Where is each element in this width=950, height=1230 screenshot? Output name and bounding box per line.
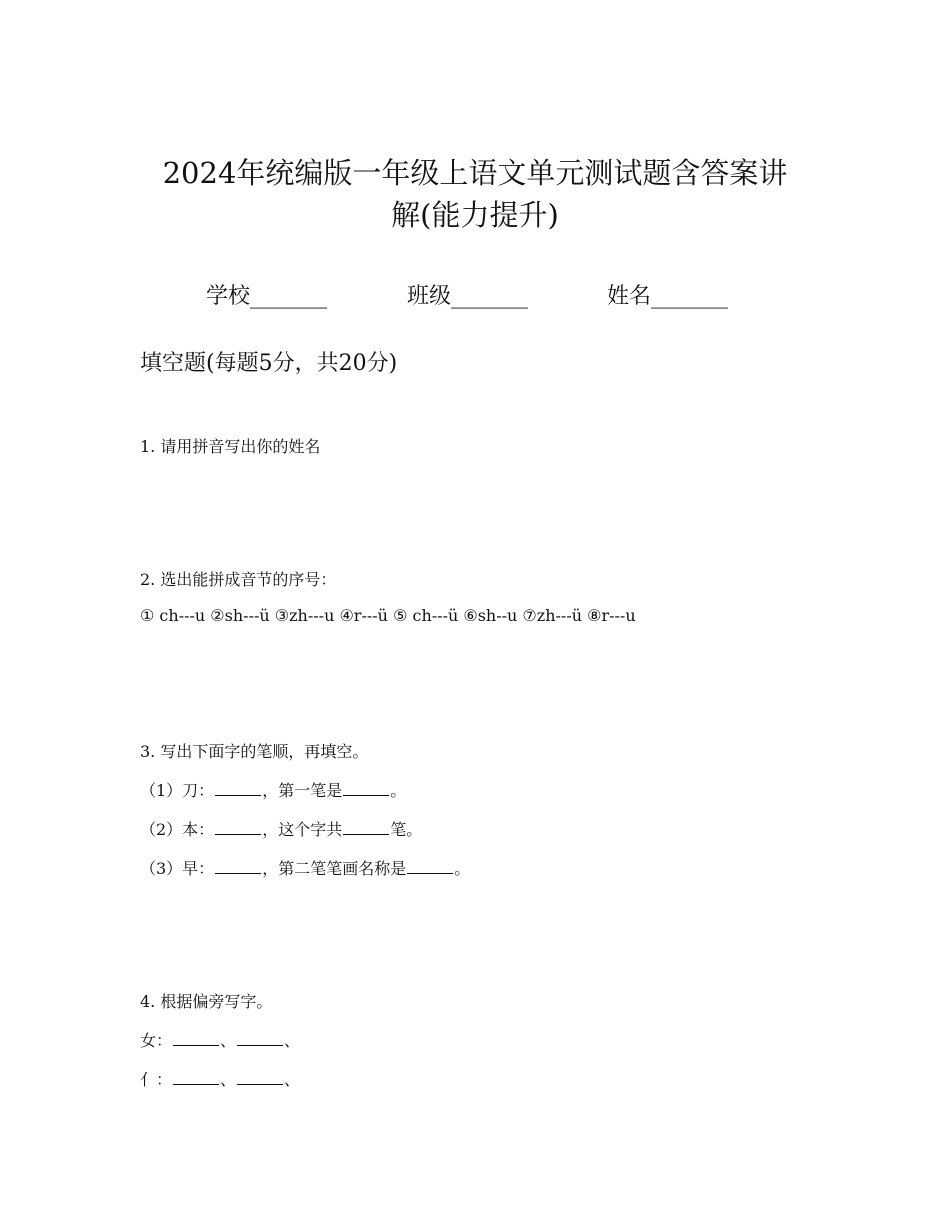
answer-blank bbox=[237, 1031, 283, 1046]
answer-blank bbox=[407, 859, 453, 874]
section-heading: 填空题(每题5分，共20分) bbox=[140, 351, 398, 376]
item-end: 。 bbox=[454, 859, 471, 878]
question-4-row-2 bbox=[140, 1067, 300, 1090]
radical-label: 亻： bbox=[140, 1070, 173, 1089]
separator: 、 bbox=[220, 1070, 237, 1089]
item-text: ，这个字共 bbox=[262, 820, 343, 839]
page-title-line-2: 解(能力提升) bbox=[391, 198, 559, 232]
item-label: （3）早： bbox=[140, 859, 215, 878]
question-2-options: ① ch---u ②sh---ü ③zh---u ④r---ü ⑤ ch---ü ⑥sh--u ⑦zh---ü ⑧r---u bbox=[140, 606, 636, 625]
answer-blank bbox=[173, 1070, 219, 1085]
class-field: 班级_______ bbox=[407, 284, 529, 309]
question-3-item-3 bbox=[140, 856, 470, 879]
separator: 、 bbox=[220, 1031, 237, 1050]
item-end: 笔。 bbox=[390, 820, 423, 839]
name-field: 姓名_______ bbox=[607, 284, 729, 309]
question-3: 3. 写出下面字的笔顺，再填空。 bbox=[140, 742, 369, 761]
answer-blank bbox=[215, 820, 261, 835]
item-text: ，第一笔是 bbox=[262, 781, 343, 800]
question-4: 4. 根据偏旁写字。 bbox=[140, 992, 273, 1011]
page-title-line-1: 2024年统编版一年级上语文单元测试题含答案讲 bbox=[162, 156, 788, 190]
item-label: （1）刀： bbox=[140, 781, 215, 800]
item-text: ，第二笔笔画名称是 bbox=[262, 859, 407, 878]
answer-blank bbox=[343, 781, 389, 796]
answer-blank bbox=[343, 820, 389, 835]
answer-blank bbox=[215, 781, 261, 796]
radical-label: 女： bbox=[140, 1031, 173, 1050]
school-field: 学校_______ bbox=[206, 284, 328, 309]
answer-blank bbox=[215, 859, 261, 874]
question-3-item-1 bbox=[140, 778, 406, 801]
question-2: 2. 选出能拼成音节的序号： bbox=[140, 570, 337, 589]
answer-blank bbox=[237, 1070, 283, 1085]
item-label: （2）本： bbox=[140, 820, 215, 839]
item-end: 。 bbox=[390, 781, 407, 800]
separator: 、 bbox=[284, 1070, 301, 1089]
question-4-row-1 bbox=[140, 1028, 300, 1051]
question-1: 1. 请用拼音写出你的姓名 bbox=[140, 437, 321, 456]
question-3-item-2 bbox=[140, 817, 422, 840]
answer-blank bbox=[173, 1031, 219, 1046]
separator: 、 bbox=[284, 1031, 301, 1050]
